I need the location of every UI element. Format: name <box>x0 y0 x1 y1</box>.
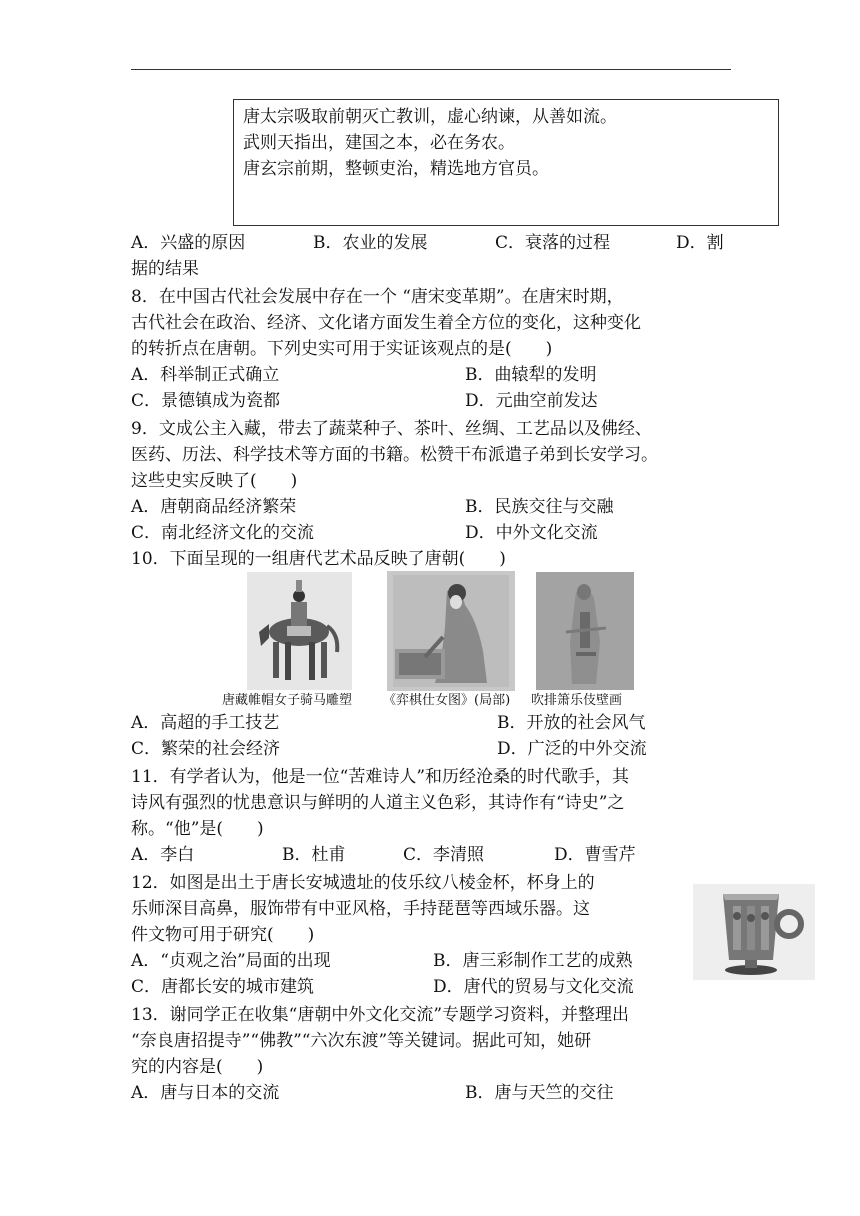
figurine-image <box>247 572 352 690</box>
q12-option-b[interactable]: B．唐三彩制作工艺的成熟 <box>433 951 633 971</box>
q7-option-a[interactable]: A．兴盛的原因 <box>131 233 246 253</box>
box-line: 唐玄宗前期，整顿吏治，精选地方官员。 <box>243 159 549 179</box>
q13-stem-line: 究的内容是( ) <box>131 1057 264 1077</box>
q8-stem-line: 古代社会在政治、经济、文化诸方面发生着全方位的变化，这种变化 <box>131 313 641 333</box>
musician-mural <box>536 572 634 690</box>
q9-stem-line: 医药、历法、科学技术等方面的书籍。松赞干布派遣子弟到长安学习。 <box>131 445 658 465</box>
q13-option-a[interactable]: A．唐与日本的交流 <box>131 1083 280 1103</box>
q7-option-b[interactable]: B．农业的发展 <box>313 233 428 253</box>
box-line: 武则天指出，建国之本，必在务农。 <box>243 133 515 153</box>
q13-stem-line: “奈良唐招提寺”“佛教”“六次东渡”等关键词。据此可知，她研 <box>131 1031 592 1051</box>
q8-option-c[interactable]: C．景德镇成为瓷都 <box>131 391 281 411</box>
q11-option-a[interactable]: A．李白 <box>131 845 195 865</box>
q7-option-d-continued: 据的结果 <box>131 259 199 279</box>
q7-option-d[interactable]: D．割 <box>676 233 724 253</box>
q10-option-d[interactable]: D．广泛的中外交流 <box>497 739 647 759</box>
q12-stem-line: 12．如图是出土于唐长安城遗址的伎乐纹八棱金杯，杯身上的 <box>131 873 595 893</box>
image-caption: 《弈棋仕女图》(局部) <box>383 693 511 708</box>
q8-option-b[interactable]: B．曲辕犁的发明 <box>465 365 597 385</box>
painting-image <box>387 571 515 691</box>
q12-option-d[interactable]: D．唐代的贸易与文化交流 <box>433 977 634 997</box>
image-caption: 唐藏帷帽女子骑马雕塑 <box>222 693 353 708</box>
q7-option-c[interactable]: C．衰落的过程 <box>495 233 611 253</box>
q9-option-b[interactable]: B．民族交往与交融 <box>465 497 614 517</box>
q11-option-d[interactable]: D．曹雪芹 <box>554 845 636 865</box>
q12-option-a[interactable]: A．“贞观之治”局面的出现 <box>131 951 331 971</box>
q8-option-a[interactable]: A．科举制正式确立 <box>131 365 280 385</box>
header-rule <box>131 69 731 70</box>
horse-rider-figure <box>247 572 352 690</box>
q10-stem: 10．下面呈现的一组唐代艺术品反映了唐朝( ) <box>131 549 506 569</box>
octagonal-gold-cup <box>693 884 815 980</box>
q9-option-c[interactable]: C．南北经济文化的交流 <box>131 523 315 543</box>
q13-option-b[interactable]: B．唐与天竺的交往 <box>465 1083 614 1103</box>
mural-image <box>536 572 634 690</box>
image-caption: 吹排箫乐伎壁画 <box>531 693 623 708</box>
q11-option-c[interactable]: C．李清照 <box>403 845 485 865</box>
q12-stem-line: 乐师深目高鼻，服饰带有中亚风格，手持琵琶等西域乐器。这 <box>131 899 590 919</box>
q10-option-a[interactable]: A．高超的手工技艺 <box>131 713 280 733</box>
q10-option-b[interactable]: B．开放的社会风气 <box>497 713 646 733</box>
q9-stem-line: 9．文成公主入藏，带去了蔬菜种子、茶叶、丝绸、工艺品以及佛经、 <box>131 419 652 439</box>
q11-stem-line: 11．有学者认为，他是一位“苦难诗人”和历经沧桑的时代歌手，其 <box>131 767 630 787</box>
q12-stem-line: 件文物可用于研究( ) <box>131 925 315 945</box>
box-line: 唐太宗吸取前朝灭亡教训，虚心纳谏，从善如流。 <box>243 107 617 127</box>
source-material-box <box>233 99 779 226</box>
weiqi-lady-painting <box>387 571 515 691</box>
q8-stem-line: 的转折点在唐朝。下列史实可用于实证该观点的是( ) <box>131 339 553 359</box>
q9-stem-line: 这些史实反映了( ) <box>131 471 298 491</box>
q13-stem-line: 13．谢同学正在收集“唐朝中外文化交流”专题学习资料，并整理出 <box>131 1005 630 1025</box>
q9-option-d[interactable]: D．中外文化交流 <box>465 523 598 543</box>
q11-stem-line: 诗风有强烈的忧患意识与鲜明的人道主义色彩，其诗作有“诗史”之 <box>131 793 625 813</box>
q12-option-c[interactable]: C．唐都长安的城市建筑 <box>131 977 315 997</box>
q11-option-b[interactable]: B．杜甫 <box>282 845 346 865</box>
gold-cup-image <box>693 884 815 980</box>
q8-option-d[interactable]: D．元曲空前发达 <box>465 391 598 411</box>
q8-stem-line: 8．在中国古代社会发展中存在一个 “唐宋变革期”。在唐宋时期， <box>131 287 624 307</box>
q9-option-a[interactable]: A．唐朝商品经济繁荣 <box>131 497 297 517</box>
q10-option-c[interactable]: C．繁荣的社会经济 <box>131 739 281 759</box>
q11-stem-line: 称。“他”是( ) <box>131 819 264 839</box>
